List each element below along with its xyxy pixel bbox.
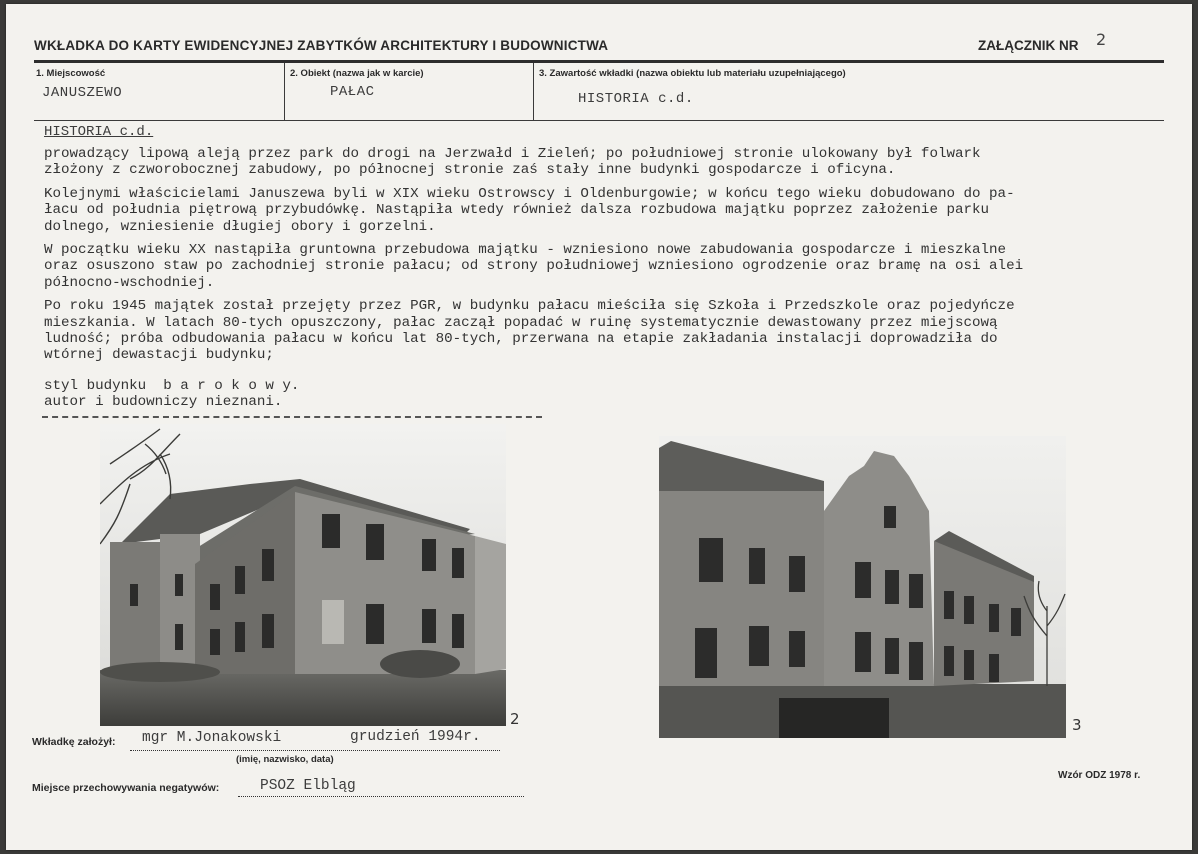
palace-photo-left (100, 424, 506, 726)
attachment-number: 2 (1096, 30, 1107, 49)
section-separator (42, 416, 542, 418)
negatives-label: Miejsce przechowywania negatywów: (32, 782, 220, 794)
form-id: Wzór ODZ 1978 r. (1058, 770, 1141, 781)
content-value: HISTORIA c.d. (578, 91, 694, 107)
negatives-value: PSOZ Elbląg (260, 778, 356, 794)
fields-rule (34, 120, 1164, 121)
photo-number-right: 3 (1072, 716, 1082, 734)
created-by-label: Wkładkę założył: (32, 736, 116, 748)
paragraph: W początku wieku XX nastąpiła gruntowna przebudowa majątku - wzniesiono nowe zabudowania gospodarcze i mieszkalne oraz osuszono staw po zachodniej stronie pałacu; od strony południowej wzniesiono ogrodzenie oraz bramę na osi alei północno-wschodniej. (44, 242, 1024, 291)
field-divider (533, 63, 534, 121)
history-text (44, 146, 1164, 418)
palace-photo-right (659, 436, 1066, 738)
paragraph: Po roku 1945 majątek został przejęty przez PGR, w budynku pałacu mieściła się Szkoła i Przedszkole oraz pojedyńcze mieszkania. W latach 80-tych opuszczony, pałac zaczął popadać w ruinę systematycznie dewastowany przez miejscową ludność; próba odbudowania pałacu w końcu lat 80-tych, przerwana na etapie zakładania instalacji doprowadziła do wtórnej dewastacji budynku; (44, 298, 1015, 364)
paragraph: prowadzący lipową aleją przez park do drogi na Jerzwałd i Zieleń; po południowej stronie ulokowany był folwark złożony z czworobocznej zabudowy, po północnej stronie zaś stały inne budynki gospodarcze i oficyna. (44, 146, 981, 179)
locality-label: 1. Miejscowość (36, 68, 106, 79)
object-value: PAŁAC (330, 84, 375, 100)
object-label: 2. Obiekt (nazwa jak w karcie) (290, 68, 424, 79)
photo-number-left: 2 (510, 710, 520, 728)
locality-value: JANUSZEWO (42, 85, 123, 101)
field-divider (284, 63, 285, 121)
paragraph: styl budynku b a r o k o w y. autor i budowniczy nieznani. (44, 377, 300, 411)
card-title: WKŁADKA DO KARTY EWIDENCYJNEJ ZABYTKÓW ARCHITEKTURY I BUDOWNICTWA (34, 38, 609, 53)
attachment-label: ZAŁĄCZNIK NR (978, 38, 1079, 53)
content-label: 3. Zawartość wkładki (nazwa obiektu lub materiału uzupełniającego) (539, 68, 846, 79)
created-by-value: mgr M.Jonakowski (142, 730, 282, 746)
record-card (6, 4, 1192, 850)
date-value: grudzień 1994r. (350, 729, 481, 745)
created-by-hint: (imię, nazwisko, data) (236, 754, 334, 765)
paragraph: Kolejnymi właścicielami Januszewa byli w XIX wieku Ostrowscy i Oldenburgowie; w końcu tego wieku dobudowano do pa- łacu od południa piętrową przybudówkę. Nastąpiła wtedy również dalsza rozbudowa majątku poprzez założenie parku dolnego, wzniesienie długiej obory i gorzelni. (44, 185, 1015, 235)
header-rule (34, 60, 1164, 63)
section-title: HISTORIA c.d. (44, 124, 154, 140)
